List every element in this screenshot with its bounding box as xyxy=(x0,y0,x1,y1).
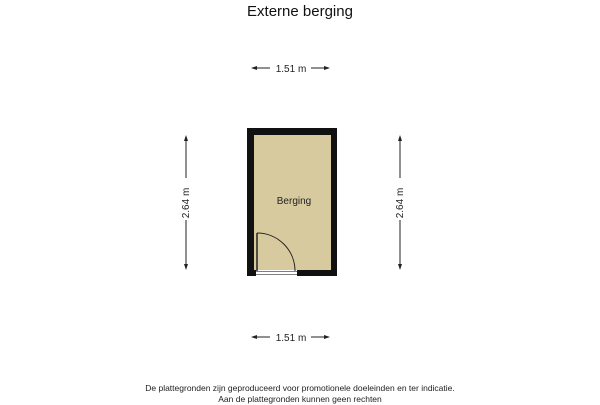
dimension-label-top: 1.51 m xyxy=(275,64,307,75)
dimension-bottom xyxy=(251,333,330,344)
dimension-label-left: 2.64 m xyxy=(181,187,192,219)
room-label: Berging xyxy=(276,196,312,207)
page-title: Externe berging xyxy=(247,3,353,20)
disclaimer-line-2: Aan de plattegronden kunnen geen rechten xyxy=(218,394,382,404)
disclaimer-line-1: De plattegronden zijn geproduceerd voor promotionele doeleinden en ter indicatie. xyxy=(145,383,455,393)
dimension-label-bottom: 1.51 m xyxy=(275,333,307,344)
dimension-top xyxy=(251,64,330,75)
room-berging xyxy=(247,128,337,276)
door-opening xyxy=(256,270,297,276)
dimension-right xyxy=(395,135,406,270)
dimension-label-right: 2.64 m xyxy=(395,187,406,219)
disclaimer xyxy=(0,383,600,405)
dimension-left xyxy=(181,135,192,270)
